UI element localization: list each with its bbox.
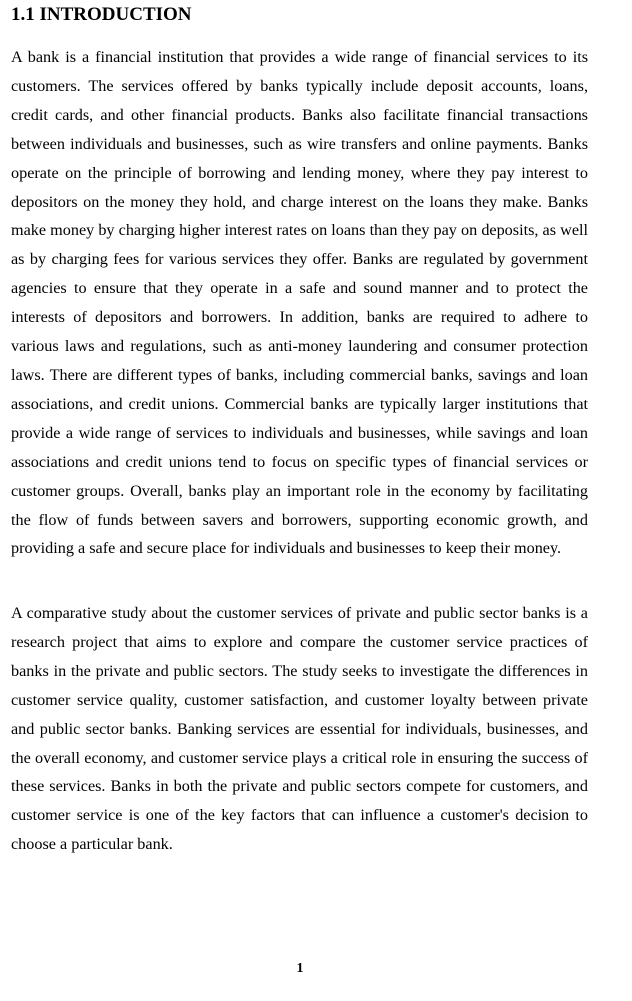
page-number: 1: [296, 961, 304, 976]
section-heading: 1.1 INTRODUCTION: [11, 4, 192, 25]
paragraph-bank-definition: A bank is a financial institution that provides a wide range of financial services to its customers. The services offered by banks typically include deposit accounts, loans, credit cards, and other financial products. Banks also facilitate financial transactions between individuals and businesses, such as wire transfers and online payments. Banks operate on the principle of borrowing and lending money, where they pay interest to depositors on the money they hold, and charge interest on the loans they make. Banks make money by charging higher interest rates on loans than they pay on deposits, as well as by charging fees for various services they offer. Banks are regulated by government agencies to ensure that they operate in a safe and sound manner and to protect the interests of depositors and borrowers. In addition, banks are required to adhere to various laws and regulations, such as anti-money laundering and consumer protection laws. There are different types of banks, including commercial banks, savings and loan associations, and credit unions. Commercial banks are typically larger institutions that provide a wide range of services to individuals and businesses, while savings and loan associations and credit unions tend to focus on specific types of financial services or customer groups. Overall, banks play an important role in the economy by facilitating the flow of funds between savers and borrowers, supporting economic growth, and providing a safe and secure place for individuals and businesses to keep their money.: [11, 48, 588, 558]
paragraph-comparative-study: A comparative study about the customer services of private and public sector banks is a research project that aims to explore and compare the customer service practices of banks in the private and public sectors. The study seeks to investigate the differences in customer service quality, customer satisfaction, and customer loyalty between private and public sector banks. Banking services are essential for individuals, businesses, and the overall economy, and customer service plays a critical role in ensuring the success of these services. Banks in both the private and public sectors compete for customers, and customer service is one of the key factors that can influence a customer's decision to choose a particular bank.: [11, 604, 588, 854]
